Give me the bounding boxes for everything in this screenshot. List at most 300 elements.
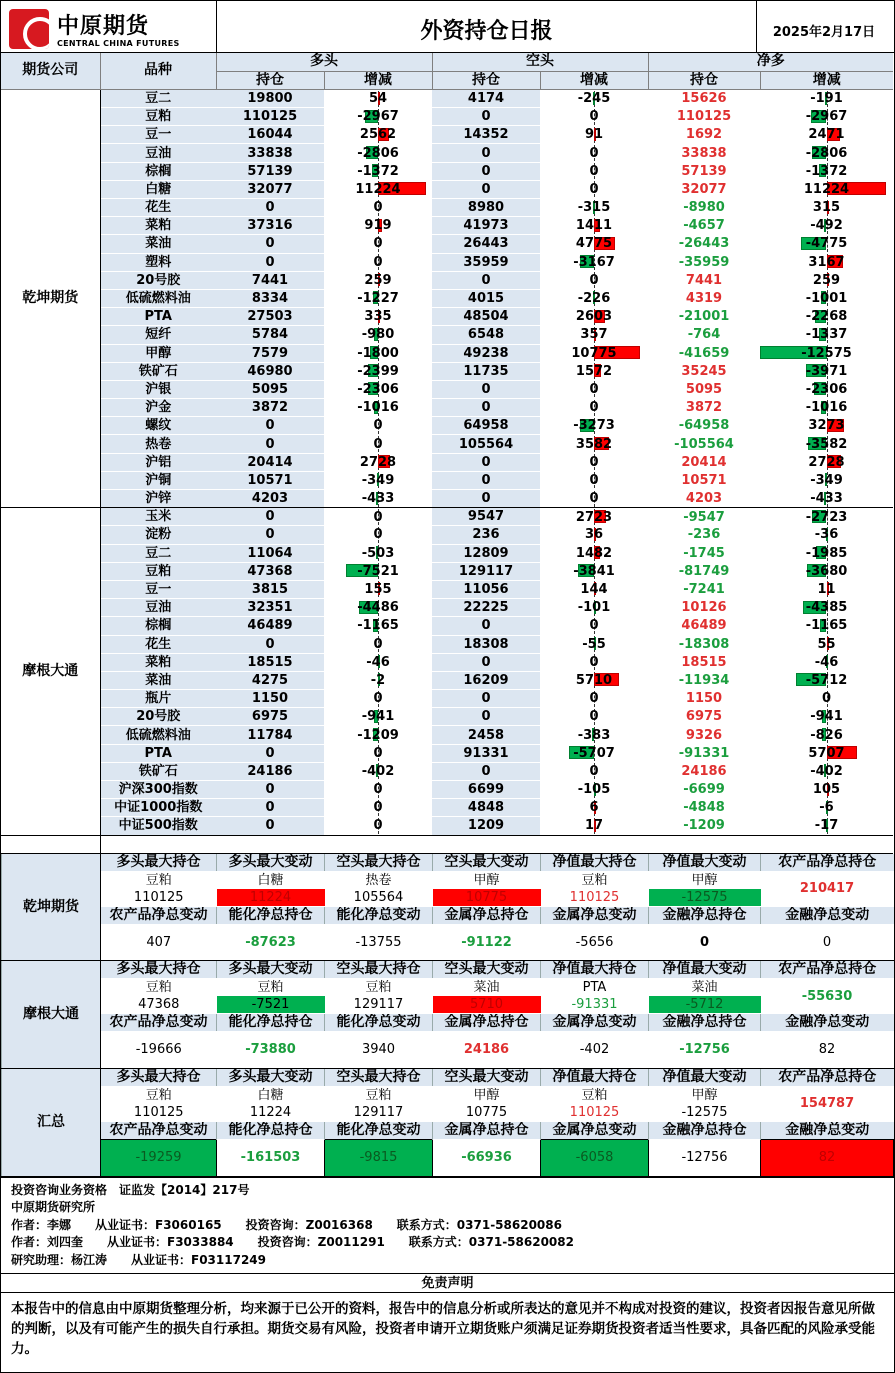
short-change-value: 17 (584, 818, 604, 834)
summary-number: 105564 (353, 889, 404, 905)
short-change-value: -101 (577, 600, 611, 616)
summary-product: 豆粕 (365, 980, 392, 996)
net-change (760, 308, 893, 326)
short-change (540, 89, 648, 107)
table-row (1, 562, 893, 580)
long-hold: 0 (216, 199, 324, 217)
summary-total: -19666 (101, 1031, 217, 1068)
net-hold: -7241 (648, 580, 760, 598)
long-hold: 0 (216, 744, 324, 762)
short-hold: 12809 (432, 544, 540, 562)
summary-header: 能化净总持仓 (217, 1014, 325, 1031)
long-hold: 0 (216, 253, 324, 271)
short-change (540, 617, 648, 635)
long-change-value: 0 (373, 636, 383, 652)
net-hold: -26443 (648, 235, 760, 253)
author-line-2: 作者：刘四奎 从业证书：F3033884 投资咨询：Z0011291 联系方式：0371-58620082 (11, 1235, 574, 1250)
table-row (1, 199, 893, 217)
net-hold: 5095 (648, 380, 760, 398)
short-change (540, 708, 648, 726)
short-hold: 49238 (432, 344, 540, 362)
summary-total: -402 (541, 1031, 649, 1068)
long-change-value: -7521 (357, 563, 399, 579)
short-change-value: 3582 (575, 436, 613, 452)
long-change-value: -2306 (357, 381, 399, 397)
summary-value (433, 1086, 541, 1122)
short-change (540, 326, 648, 344)
long-hold: 27503 (216, 308, 324, 326)
summary-total: -6058 (541, 1139, 649, 1176)
summary-number: 110125 (569, 889, 620, 905)
long-change-value: -46 (366, 654, 390, 670)
long-change (324, 580, 432, 598)
short-change-value: 0 (589, 691, 599, 707)
summary-header: 金属净总持仓 (433, 907, 541, 924)
product-name: 沪铝 (100, 453, 216, 471)
product-name: 沪铜 (100, 471, 216, 489)
net-change-value: -1016 (805, 400, 848, 416)
net-hold: 110125 (648, 108, 760, 126)
summary-header: 金融净总持仓 (649, 907, 761, 924)
summary-header: 空头最大持仓 (325, 854, 433, 871)
product-name: 豆二 (100, 544, 216, 562)
product-name: 棕榈 (100, 162, 216, 180)
long-change-value: 155 (364, 582, 392, 598)
short-hold: 9547 (432, 508, 540, 526)
table-row (1, 89, 893, 107)
table-row (1, 817, 893, 835)
net-change-value: -4775 (805, 236, 848, 252)
product-name: 棕榈 (100, 617, 216, 635)
summary-value (433, 871, 541, 907)
net-change (760, 144, 893, 162)
short-change (540, 289, 648, 307)
net-hold: 46489 (648, 617, 760, 635)
long-hold: 0 (216, 508, 324, 526)
product-name: 菜粕 (100, 217, 216, 235)
col-short-change: 增减 (540, 71, 648, 89)
company-name: 乾坤期货 (1, 89, 100, 507)
net-change-value: 0 (821, 691, 832, 707)
author-line-1: 作者：李娜 从业证书：F3060165 投资咨询：Z0016368 联系方式：0371-58620086 (11, 1217, 562, 1232)
net-hold: -9547 (648, 508, 760, 526)
long-hold: 11784 (216, 726, 324, 744)
col-net-hold: 持仓 (648, 71, 760, 89)
net-change (760, 435, 893, 453)
net-change (760, 635, 893, 653)
long-change (324, 453, 432, 471)
long-hold: 47368 (216, 562, 324, 580)
short-change (540, 490, 648, 508)
product-name: 中证500指数 (100, 817, 216, 835)
short-hold: 0 (432, 380, 540, 398)
long-hold: 46980 (216, 362, 324, 380)
long-change-value: 335 (364, 309, 392, 325)
net-change (760, 417, 893, 435)
net-hold: -236 (648, 526, 760, 544)
long-change (324, 108, 432, 126)
table-row (1, 471, 893, 489)
long-change-value: 0 (373, 800, 383, 816)
product-name: 螺纹 (100, 417, 216, 435)
col-product: 品种 (100, 53, 216, 89)
summary-header: 金属净总变动 (541, 1014, 649, 1031)
short-change (540, 235, 648, 253)
short-change (540, 144, 648, 162)
short-change-value: 0 (589, 763, 599, 779)
long-hold: 46489 (216, 617, 324, 635)
summary-product: 菜油 (691, 980, 718, 996)
summary-total: -91122 (433, 924, 541, 961)
short-hold: 14352 (432, 126, 540, 144)
net-hold: -1209 (648, 817, 760, 835)
long-change-value: 0 (373, 200, 383, 216)
long-hold: 16044 (216, 126, 324, 144)
spacer-cell (216, 835, 324, 853)
summary-number: 110125 (569, 1104, 620, 1120)
net-change-value: 2728 (808, 454, 845, 470)
short-change-value: 0 (589, 618, 599, 634)
net-hold: 4203 (648, 490, 760, 508)
short-hold: 236 (432, 526, 540, 544)
summary-header: 多头最大变动 (217, 854, 325, 871)
table-row (1, 508, 893, 526)
net-change-value: -191 (810, 91, 843, 107)
long-change (324, 781, 432, 799)
table-row (1, 417, 893, 435)
short-change (540, 180, 648, 198)
net-hold: -105564 (648, 435, 760, 453)
short-change-value: 0 (589, 381, 599, 397)
summary-value (541, 1086, 649, 1122)
summary-value (217, 871, 325, 907)
long-change (324, 726, 432, 744)
net-hold: 20414 (648, 453, 760, 471)
net-change-value: -3582 (805, 436, 848, 452)
long-change (324, 508, 432, 526)
short-change (540, 362, 648, 380)
product-name: 沪银 (100, 380, 216, 398)
net-hold: 24186 (648, 762, 760, 780)
summary-number: 154787 (799, 1096, 855, 1112)
long-hold: 32351 (216, 599, 324, 617)
table-row (1, 399, 893, 417)
summary-value (649, 1086, 761, 1122)
long-change (324, 635, 432, 653)
net-change (760, 544, 893, 562)
table-row (1, 435, 893, 453)
net-hold: 3872 (648, 399, 760, 417)
table-row (1, 617, 893, 635)
col-net-change: 增减 (760, 71, 893, 89)
summary-header: 农产品净总变动 (101, 1014, 217, 1031)
net-change (760, 271, 893, 289)
long-change-value: 0 (373, 691, 383, 707)
report-footer (1, 1177, 894, 1274)
short-hold: 129117 (432, 562, 540, 580)
table-row (1, 271, 893, 289)
product-name: 豆二 (100, 89, 216, 107)
net-hold: -91331 (648, 744, 760, 762)
long-change-value: 11224 (355, 181, 401, 197)
net-hold: -21001 (648, 308, 760, 326)
net-change (760, 453, 893, 471)
summary-header: 能化净总变动 (325, 1014, 433, 1031)
summary-header: 金属净总持仓 (433, 1014, 541, 1031)
long-hold: 6975 (216, 708, 324, 726)
long-change-value: 919 (364, 218, 392, 234)
net-change (760, 781, 893, 799)
summary-header: 多头最大变动 (217, 961, 325, 979)
net-change (760, 653, 893, 671)
summary-header: 金属净总变动 (541, 907, 649, 924)
long-change (324, 271, 432, 289)
table-row (1, 653, 893, 671)
summary-header: 农产品净总变动 (101, 1122, 217, 1140)
summary-header: 空头最大变动 (433, 961, 541, 979)
logo-text-en: CENTRAL CHINA FUTURES (57, 39, 180, 48)
summary-product: 豆粕 (581, 1087, 608, 1103)
short-change (540, 562, 648, 580)
summary-total: -12756 (649, 1031, 761, 1068)
net-change (760, 89, 893, 107)
product-name: 豆粕 (100, 562, 216, 580)
summary-header-row (2, 961, 894, 979)
short-hold: 0 (432, 490, 540, 508)
product-name: 中证1000指数 (100, 799, 216, 817)
net-change-value: -1165 (805, 618, 848, 634)
product-name: 铁矿石 (100, 362, 216, 380)
summary-value (761, 978, 894, 1014)
product-name: 低硫燃料油 (100, 726, 216, 744)
product-name: PTA (100, 744, 216, 762)
product-name: 甲醇 (100, 344, 216, 362)
net-change-value: -12575 (801, 345, 852, 361)
short-change (540, 344, 648, 362)
summary-number: 5710 (433, 996, 541, 1013)
table-row (1, 708, 893, 726)
long-change (324, 617, 432, 635)
col-long: 多头 (216, 53, 432, 71)
summary-total: 0 (649, 924, 761, 961)
long-change (324, 289, 432, 307)
summary-header: 净值最大持仓 (541, 854, 649, 871)
summary-header-row (2, 1122, 894, 1140)
product-name: 20号胶 (100, 271, 216, 289)
summary-header: 净值最大持仓 (541, 1068, 649, 1086)
long-change (324, 562, 432, 580)
col-long-hold: 持仓 (216, 71, 324, 89)
product-name: 沪深300指数 (100, 781, 216, 799)
summary-number: -55630 (801, 988, 853, 1004)
table-row (1, 490, 893, 508)
summary-number: 10775 (465, 1104, 508, 1120)
short-hold: 0 (432, 708, 540, 726)
long-change (324, 326, 432, 344)
table-row (1, 235, 893, 253)
col-long-change: 增减 (324, 71, 432, 89)
summary-value (217, 978, 325, 1014)
table-row (1, 144, 893, 162)
summary-value (101, 978, 217, 1014)
summary-header: 金融净总持仓 (649, 1122, 761, 1140)
long-hold: 1150 (216, 690, 324, 708)
long-change-value: -433 (361, 490, 395, 506)
short-change-value: 0 (589, 454, 599, 470)
short-hold: 4848 (432, 799, 540, 817)
net-change (760, 180, 893, 198)
summary-total: -19259 (101, 1139, 217, 1176)
summary-values-row (2, 1031, 894, 1068)
net-change-value: -433 (810, 490, 843, 506)
short-hold: 4015 (432, 289, 540, 307)
summary-value (433, 978, 541, 1014)
short-hold: 2458 (432, 726, 540, 744)
net-change-value: -17 (814, 818, 839, 834)
summary-header: 多头最大变动 (217, 1068, 325, 1086)
net-hold: -8980 (648, 199, 760, 217)
summary-header: 净值最大持仓 (541, 961, 649, 979)
net-hold: 57139 (648, 162, 760, 180)
net-change-value: -402 (810, 763, 843, 779)
long-hold: 0 (216, 235, 324, 253)
long-change (324, 162, 432, 180)
long-change (324, 126, 432, 144)
net-hold: -764 (648, 326, 760, 344)
product-name: 沪锌 (100, 490, 216, 508)
net-change (760, 562, 893, 580)
short-change (540, 744, 648, 762)
long-change-value: -2806 (357, 145, 399, 161)
short-change (540, 253, 648, 271)
long-change (324, 253, 432, 271)
summary-header: 金融净总变动 (761, 1014, 894, 1031)
short-hold: 0 (432, 180, 540, 198)
product-name: 铁矿石 (100, 762, 216, 780)
product-name: 花生 (100, 635, 216, 653)
product-name: 豆油 (100, 599, 216, 617)
long-change-value: -402 (361, 763, 395, 779)
long-change-value: 0 (373, 236, 383, 252)
long-change-value: -2967 (357, 109, 399, 125)
short-hold: 0 (432, 271, 540, 289)
long-change (324, 671, 432, 689)
summary-values-row (2, 978, 894, 1014)
short-change (540, 653, 648, 671)
net-change (760, 526, 893, 544)
summary-total: -9815 (325, 1139, 433, 1176)
short-change (540, 671, 648, 689)
short-change-value: -55 (582, 636, 606, 652)
long-change (324, 308, 432, 326)
long-hold: 3872 (216, 399, 324, 417)
long-hold: 32077 (216, 180, 324, 198)
short-hold: 48504 (432, 308, 540, 326)
net-change (760, 671, 893, 689)
summary-product: 豆粕 (581, 872, 608, 888)
summary-product: 豆粕 (257, 980, 284, 996)
table-row (1, 580, 893, 598)
product-name: 20号胶 (100, 708, 216, 726)
net-change-value: -46 (814, 654, 839, 670)
short-change-value: 91 (584, 127, 604, 143)
short-hold: 22225 (432, 599, 540, 617)
short-change (540, 580, 648, 598)
summary-header: 空头最大持仓 (325, 961, 433, 979)
short-change-value: 0 (589, 400, 599, 416)
net-change (760, 126, 893, 144)
logo-mark-icon (9, 9, 49, 49)
product-name: 瓶片 (100, 690, 216, 708)
table-row (1, 126, 893, 144)
short-change (540, 762, 648, 780)
long-change (324, 435, 432, 453)
long-change (324, 599, 432, 617)
table-row (1, 599, 893, 617)
long-hold: 37316 (216, 217, 324, 235)
long-change-value: 2562 (359, 127, 397, 143)
long-hold: 0 (216, 417, 324, 435)
long-hold: 8334 (216, 289, 324, 307)
long-change (324, 544, 432, 562)
product-name: 豆油 (100, 144, 216, 162)
short-hold: 4174 (432, 89, 540, 107)
long-hold: 0 (216, 635, 324, 653)
net-change (760, 253, 893, 271)
summary-total: -73880 (217, 1031, 325, 1068)
net-hold: 10126 (648, 599, 760, 617)
long-hold: 7441 (216, 271, 324, 289)
table-row (1, 162, 893, 180)
long-change (324, 362, 432, 380)
summary-header-row (2, 907, 894, 924)
net-change (760, 690, 893, 708)
report-header (1, 1, 894, 53)
col-short: 空头 (432, 53, 648, 71)
net-change (760, 362, 893, 380)
summary-value (649, 871, 761, 907)
net-change (760, 471, 893, 489)
short-change (540, 435, 648, 453)
long-hold: 7579 (216, 344, 324, 362)
summary-header-row (2, 1014, 894, 1031)
table-row (1, 799, 893, 817)
net-change (760, 508, 893, 526)
long-change (324, 417, 432, 435)
net-change (760, 162, 893, 180)
summary-product: PTA (582, 980, 607, 996)
col-company: 期货公司 (1, 53, 100, 89)
summary-header: 农产品净总持仓 (761, 961, 894, 979)
short-change-value: 1482 (575, 545, 613, 561)
long-hold: 20414 (216, 453, 324, 471)
group-header-row (1, 53, 893, 71)
net-change-value: -6 (819, 800, 834, 816)
short-change-value: -3841 (573, 563, 615, 579)
short-hold: 0 (432, 453, 540, 471)
long-hold: 0 (216, 781, 324, 799)
summary-header: 能化净总变动 (325, 1122, 433, 1140)
long-change (324, 180, 432, 198)
summary-company-name: 乾坤期货 (2, 854, 101, 961)
long-change-value: 54 (368, 91, 388, 107)
summary-header: 金融净总变动 (761, 907, 894, 924)
long-hold: 0 (216, 526, 324, 544)
long-change (324, 471, 432, 489)
short-change-value: 144 (580, 582, 608, 598)
short-change (540, 599, 648, 617)
short-change-value: 0 (589, 654, 599, 670)
